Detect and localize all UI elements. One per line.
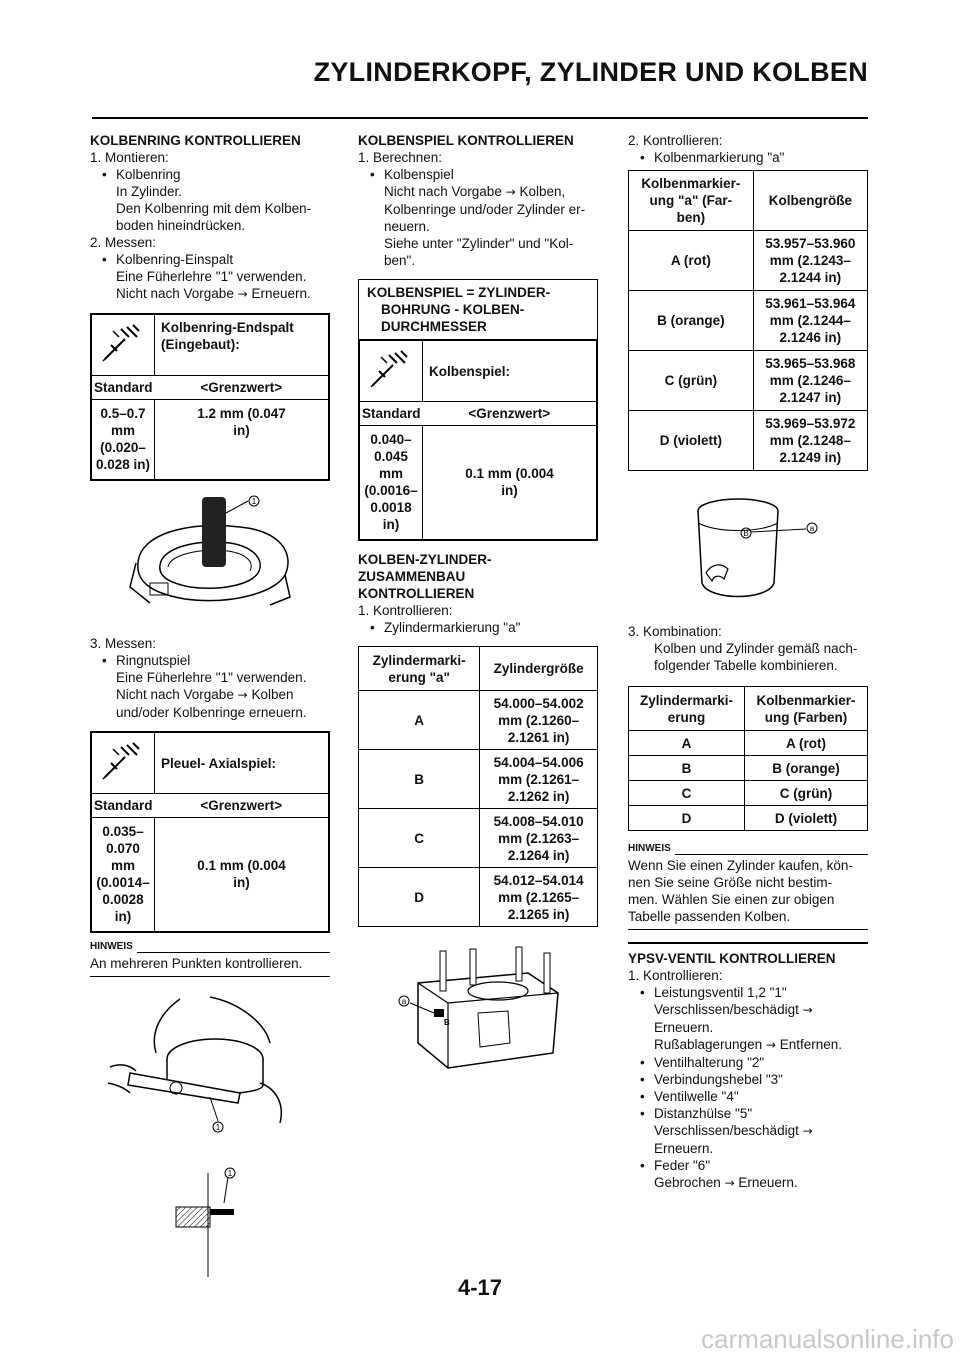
header-line: ung "a" (Far- <box>649 193 733 208</box>
table-row <box>629 731 868 756</box>
value-line: (0.020–0.028 in) <box>95 440 151 472</box>
spec-col-standard: Standard <box>359 402 423 426</box>
note-text: nen Sie seine Größe nicht bestim- <box>628 875 833 890</box>
callout-label: a <box>809 524 815 533</box>
callout-label: a <box>401 997 407 1006</box>
condition-text: Nicht nach Vorgabe <box>116 687 234 702</box>
table-row <box>629 351 868 411</box>
cell-cylinder: D <box>629 806 745 831</box>
arrow-icon: → <box>237 287 248 301</box>
bullet-item: • Kolbenmarkierung "a" <box>628 149 868 166</box>
sub-text <box>628 1174 868 1192</box>
bullet-item: • Verbindungshebel "3" <box>628 1071 868 1088</box>
condition-text: Rußablagerungen <box>654 1037 763 1052</box>
table-header: Zylindergröße <box>480 647 598 691</box>
column-2 <box>358 132 598 1083</box>
sub-text <box>628 1122 868 1140</box>
cell-mark: A (rot) <box>629 231 754 291</box>
cell-size <box>753 351 867 411</box>
cell-size <box>480 691 598 750</box>
cell-mark: D (violett) <box>629 411 754 471</box>
spec-col-limit: <Grenzwert> <box>155 794 329 818</box>
combination-table <box>628 686 868 831</box>
value-line: mm (2.1246– <box>769 373 851 388</box>
value-line: 53.961–53.964 <box>765 296 856 311</box>
ring-groove-measurement-figure <box>90 993 330 1133</box>
header-line: ung (Farben) <box>764 709 848 725</box>
bullet-item: • Leistungsventil 1,2 "1" <box>628 984 868 1001</box>
sub-text <box>628 1001 868 1019</box>
formula-box <box>358 279 598 339</box>
value-line: 54.000–54.002 <box>493 695 584 711</box>
value-line: 53.965–53.968 <box>765 356 856 371</box>
arrow-icon: → <box>802 1124 813 1138</box>
sub-text: In Zylinder. <box>116 184 183 199</box>
page-number: 4-17 <box>457 1275 503 1300</box>
step-label: 3. Messen: <box>90 636 157 651</box>
value-line: 53.969–53.972 <box>765 416 856 431</box>
callout-label: 1 <box>227 1169 233 1178</box>
value-line: mm (2.1244– <box>769 313 851 328</box>
table-row <box>629 231 868 291</box>
value-line: 2.1247 in) <box>779 390 842 405</box>
header-line: Kolbenmarkier- <box>641 176 741 191</box>
cell-size <box>480 868 598 927</box>
bullet-item: • Ventilhalterung "2" <box>628 1054 868 1071</box>
watermark: carmanualsonline.info <box>701 1324 954 1354</box>
sub-text <box>90 686 330 704</box>
note-text: Wenn Sie einen Zylinder kaufen, kön- <box>628 858 853 873</box>
section-heading: KOLBENSPIEL KONTROLLIEREN <box>358 133 574 148</box>
arrow-icon: → <box>505 185 516 199</box>
spec-table <box>90 731 330 933</box>
value-line: 0.1 mm (0.004 <box>197 858 286 873</box>
note-label: HINWEIS <box>90 941 133 952</box>
step-label: 2. Messen: <box>90 235 157 250</box>
table-row <box>629 806 868 831</box>
cell-size <box>480 750 598 809</box>
table-row <box>359 868 598 927</box>
table-row <box>359 809 598 868</box>
value-line: in) <box>501 483 518 498</box>
note-rule <box>675 854 868 855</box>
note-rule <box>137 952 330 953</box>
value-line: mm (2.1260– <box>498 712 580 728</box>
value-line: mm (2.1261– <box>498 771 580 787</box>
sub-text: und/oder Kolbenringe erneuern. <box>116 705 307 720</box>
section-heading: YPSV-VENTIL KONTROLLIEREN <box>628 951 836 966</box>
sub-text: boden hineindrücken. <box>116 218 246 233</box>
cell-cylinder: B <box>629 756 745 781</box>
sub-text <box>90 285 330 303</box>
value-line: in) <box>233 423 250 438</box>
sub-text: folgender Tabelle kombinieren. <box>654 658 838 673</box>
section-heading: KONTROLLIEREN <box>358 586 475 601</box>
header-line: erung <box>667 709 706 725</box>
note-header <box>90 943 330 955</box>
wrench-icon <box>91 314 155 376</box>
cylinder-marking-figure <box>358 943 598 1083</box>
title-rule <box>92 117 868 119</box>
bullet-item: • Kolbenring-Einspalt <box>90 251 330 268</box>
arrow-icon: → <box>237 688 248 702</box>
sub-text: neuern. <box>384 219 430 234</box>
cell-mark: D <box>359 868 480 927</box>
sub-text: Kolben und Zylinder gemäß nach- <box>654 641 858 656</box>
condition-text: Nicht nach Vorgabe <box>384 184 502 199</box>
table-row <box>629 411 868 471</box>
step-label: 1. Kontrollieren: <box>358 603 453 618</box>
cell-size <box>753 411 867 471</box>
table-header: Kolbengröße <box>753 171 867 231</box>
bullet-item: • Distanzhülse "5" <box>628 1105 868 1122</box>
action-text: Kolben <box>251 687 294 702</box>
condition-text: Gebrochen <box>654 1175 721 1190</box>
value-line: in) <box>233 875 250 890</box>
wrench-icon <box>91 732 155 794</box>
spec-limit-value <box>155 400 329 481</box>
note-end-rule <box>90 976 330 977</box>
value-line: 2.1261 in) <box>507 729 570 745</box>
note-text: An mehreren Punkten kontrollieren. <box>90 956 303 971</box>
spec-title: Kolbenspiel: <box>423 340 597 402</box>
condition-text: Verschlissen/beschädigt <box>654 1002 799 1017</box>
value-line: 53.957–53.960 <box>765 236 856 251</box>
spec-col-standard: Standard <box>91 794 155 818</box>
page-title: ZYLINDERKOPF, ZYLINDER UND KOLBEN <box>313 57 868 87</box>
cell-mark: B (orange) <box>629 291 754 351</box>
action-text: Kolben, <box>519 184 566 199</box>
action-text: Entfernen. <box>779 1037 842 1052</box>
value-line: 0.035–0.070 <box>102 824 144 856</box>
table-header <box>359 647 480 691</box>
value-line: mm (2.1263– <box>498 830 580 846</box>
callout-label: 1 <box>251 497 257 506</box>
piston-marking-figure <box>628 483 868 613</box>
column-1 <box>90 132 330 1287</box>
note-text: men. Wählen Sie einen zur obigen <box>628 892 835 907</box>
spec-standard-value <box>91 400 155 481</box>
spec-standard-value <box>359 426 423 541</box>
value-line: 0.1 mm (0.004 <box>465 466 554 481</box>
step-label: 1. Montieren: <box>90 150 169 165</box>
column-3 <box>628 132 868 1192</box>
spec-col-standard: Standard <box>91 376 155 400</box>
sub-text <box>358 183 598 201</box>
step-label: 2. Kontrollieren: <box>628 133 723 148</box>
formula-line: KOLBENSPIEL = ZYLINDER- <box>367 285 551 300</box>
value-line: 54.012–54.014 <box>493 872 584 888</box>
piston-size-table <box>628 170 868 471</box>
spec-standard-value <box>91 818 155 933</box>
spec-table <box>358 339 598 541</box>
spec-limit-value <box>423 426 597 541</box>
header-line: erung "a" <box>388 669 450 685</box>
section-heading: KOLBEN-ZYLINDER- <box>358 552 492 567</box>
sub-text: Erneuern. <box>654 1141 714 1156</box>
value-line: 2.1244 in) <box>779 270 842 285</box>
cell-size <box>480 809 598 868</box>
header-line: Kolbenmarkier- <box>756 692 856 708</box>
value-line: mm (2.1265– <box>498 889 580 905</box>
header-line: Zylindermarki- <box>640 692 734 708</box>
value-line: 2.1249 in) <box>779 450 842 465</box>
cell-piston: A (rot) <box>745 731 868 756</box>
value-line: 54.008–54.010 <box>493 813 584 829</box>
sub-text: ben". <box>384 253 416 268</box>
cell-mark: C <box>359 809 480 868</box>
bullet-item: • Feder "6" <box>628 1157 868 1174</box>
bullet-item: • Kolbenspiel <box>358 166 598 183</box>
value-line: 0.0018 in) <box>370 500 412 532</box>
spec-col-limit: <Grenzwert> <box>155 376 329 400</box>
note-label: HINWEIS <box>628 843 671 854</box>
sub-text: Den Kolbenring mit dem Kolben- <box>116 201 312 216</box>
table-header <box>629 687 745 731</box>
cell-cylinder: A <box>629 731 745 756</box>
table-row <box>629 291 868 351</box>
value-line: 54.004–54.006 <box>493 754 584 770</box>
cell-piston: C (grün) <box>745 781 868 806</box>
cell-piston: D (violett) <box>745 806 868 831</box>
bullet-item: • Ventilwelle "4" <box>628 1088 868 1105</box>
mark-letter: B <box>743 529 749 538</box>
note-text: Tabelle passenden Kolben. <box>628 909 791 924</box>
piston-ring-gap-figure <box>90 493 330 621</box>
sub-text: Kolbenringe und/oder Zylinder er- <box>384 202 586 217</box>
table-row <box>629 781 868 806</box>
cylinder-size-table <box>358 646 598 927</box>
spec-title <box>155 314 329 376</box>
cell-cylinder: C <box>629 781 745 806</box>
value-line: mm (0.0016– <box>364 466 418 498</box>
note-header <box>628 845 868 857</box>
spec-title: Pleuel- Axialspiel: <box>155 732 329 794</box>
wrench-icon <box>359 340 423 402</box>
condition-text: Nicht nach Vorgabe <box>116 286 234 301</box>
step-label: 3. Kombination: <box>628 624 722 639</box>
sub-text: Erneuern. <box>654 1020 714 1035</box>
value-line: mm (0.0014– <box>96 858 150 890</box>
table-row <box>629 756 868 781</box>
bullet-item: • Ringnutspiel <box>90 652 330 669</box>
step-label: 1. Berechnen: <box>358 150 443 165</box>
cell-piston: B (orange) <box>745 756 868 781</box>
value-line: mm (2.1243– <box>769 253 851 268</box>
arrow-icon: → <box>724 1176 735 1190</box>
spec-col-limit: <Grenzwert> <box>423 402 597 426</box>
value-line: 2.1264 in) <box>507 847 570 863</box>
table-row <box>359 750 598 809</box>
value-line: 0.5–0.7 mm <box>100 406 146 438</box>
action-text: Erneuern. <box>738 1175 798 1190</box>
header-line: ben) <box>676 210 706 225</box>
value-line: 2.1246 in) <box>779 330 842 345</box>
cell-mark: A <box>359 691 480 750</box>
sub-text: Siehe unter "Zylinder" und "Kol- <box>384 236 574 251</box>
spec-limit-value <box>155 818 329 933</box>
step-label: 1. Kontrollieren: <box>628 968 723 983</box>
arrow-icon: → <box>765 1038 776 1052</box>
callout-label: 1 <box>215 1123 221 1132</box>
spec-title-line: (Eingebaut): <box>161 337 240 352</box>
cell-size <box>753 291 867 351</box>
formula-line: DURCHMESSER <box>381 319 487 334</box>
action-text: Erneuern. <box>251 286 311 301</box>
cell-size <box>753 231 867 291</box>
sub-text: Eine Füherlehre "1" verwenden. <box>116 269 307 284</box>
header-line: Zylindermarki- <box>372 652 466 668</box>
condition-text: Verschlissen/beschädigt <box>654 1123 799 1138</box>
value-line: 0.040–0.045 <box>370 432 412 464</box>
ring-groove-detail-figure <box>90 1167 330 1287</box>
mark-letter: B <box>444 1018 450 1027</box>
formula-line: BOHRUNG - KOLBEN- <box>381 302 525 317</box>
value-line: 0.0028 in) <box>102 892 144 924</box>
bullet-item: • Kolbenring <box>90 166 330 183</box>
cell-mark: C (grün) <box>629 351 754 411</box>
table-row <box>359 691 598 750</box>
bullet-item: • Zylindermarkierung "a" <box>358 619 598 636</box>
table-header <box>629 171 754 231</box>
value-line: 2.1265 in) <box>507 906 570 922</box>
value-line: 1.2 mm (0.047 <box>197 406 286 421</box>
spec-title-line: Kolbenring-Endspalt <box>161 320 294 335</box>
value-line: 2.1262 in) <box>507 788 570 804</box>
section-heading: KOLBENRING KONTROLLIEREN <box>90 133 301 148</box>
sub-text <box>628 1036 868 1054</box>
spec-table <box>90 313 330 481</box>
table-header <box>745 687 868 731</box>
arrow-icon: → <box>802 1003 813 1017</box>
value-line: mm (2.1248– <box>769 433 851 448</box>
cell-mark: B <box>359 750 480 809</box>
sub-text: Eine Füherlehre "1" verwenden. <box>116 670 307 685</box>
section-heading: ZUSAMMENBAU <box>358 569 466 584</box>
